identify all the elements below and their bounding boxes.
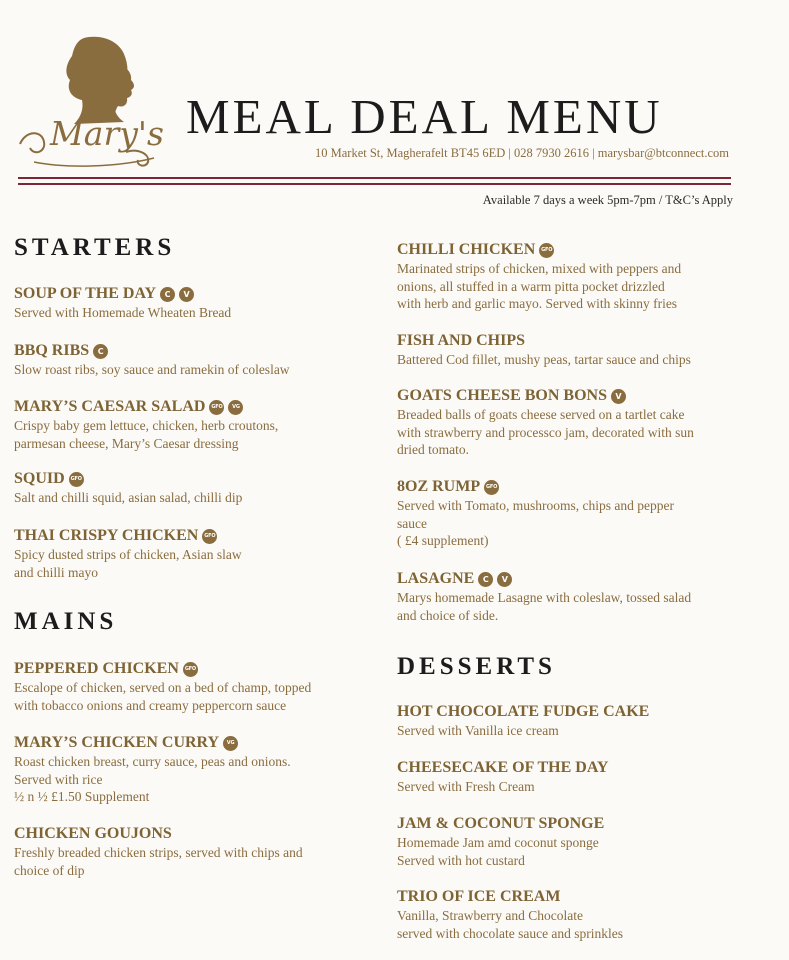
item-name — [14, 825, 303, 843]
description-line: with tobacco onions and creamy peppercorn sauce — [14, 697, 287, 713]
dietary-badge-v: V — [611, 389, 626, 404]
description-line: Served with Fresh Cream — [397, 779, 535, 794]
description-line: ½ n ½ £1.50 Supplement — [14, 789, 150, 804]
description-line: Served with hot custard — [397, 852, 525, 868]
desserts-heading: DESSERTS — [397, 653, 556, 680]
marys-logo — [14, 34, 164, 169]
item-description — [397, 834, 604, 869]
item-name — [397, 478, 674, 496]
item-title: CHICKEN GOUJONS — [14, 825, 172, 842]
menu-item — [14, 342, 290, 379]
menu-item — [14, 660, 311, 714]
item-title: GOATS CHEESE BON BONS — [397, 387, 607, 404]
description-line: Crispy baby gem lettuce, chicken, herb croutons, — [14, 418, 279, 433]
contact-line: 10 Market St, Magherafelt BT45 6ED | 028 7930 2616 | marysbar@btconnect.com — [315, 146, 729, 160]
description-line: Vanilla, Strawberry and Chocolate — [397, 908, 583, 923]
dietary-badge-gfo: GFO — [202, 529, 217, 544]
item-title: 8OZ RUMP — [397, 478, 481, 495]
description-line: parmesan cheese, Mary’s Caesar dressing — [14, 435, 239, 451]
description-line: Served with Tomato, mushrooms, chips and pepper — [397, 498, 675, 513]
menu-item — [397, 478, 674, 550]
item-name — [14, 398, 278, 416]
item-description — [397, 351, 691, 369]
menu-item — [397, 332, 691, 369]
item-name — [397, 703, 649, 721]
item-title: THAI CRISPY CHICKEN — [14, 527, 199, 544]
logo-wordmark: Mary's — [50, 114, 164, 153]
description-line: served with chocolate sauce and sprinkles — [397, 925, 624, 941]
description-line: with strawberry and processco jam, decorated with sun — [397, 424, 694, 440]
item-name — [14, 342, 290, 360]
availability-note: Available 7 days a week 5pm-7pm / T&C’s Apply — [482, 193, 733, 207]
item-name — [397, 241, 681, 259]
description-line: Spicy dusted strips of chicken, Asian slaw — [14, 547, 242, 562]
item-description — [14, 304, 231, 322]
item-title: SOUP OF THE DAY — [14, 285, 157, 302]
description-line: Served with rice — [14, 771, 103, 787]
item-name — [14, 734, 291, 752]
menu-item — [14, 398, 278, 452]
item-title: JAM & COCONUT SPONGE — [397, 815, 605, 832]
dietary-badge-gfo: GFO — [209, 400, 224, 415]
description-line: Marys homemade Lasagne with coleslaw, tossed salad — [397, 590, 692, 605]
description-line: ( £4 supplement) — [397, 533, 489, 548]
item-description — [14, 489, 242, 507]
item-description — [397, 722, 649, 740]
dietary-badge-gfo: GFO — [183, 662, 198, 677]
item-description — [14, 546, 242, 581]
menu-item — [14, 527, 242, 581]
dietary-badge-c: C — [478, 572, 493, 587]
description-line: Marinated strips of chicken, mixed with peppers and — [397, 261, 682, 276]
menu-item — [397, 387, 694, 459]
item-description — [397, 907, 623, 942]
dietary-badge-c: C — [93, 344, 108, 359]
item-name — [397, 332, 691, 350]
item-description — [14, 361, 290, 379]
menu-item — [14, 285, 231, 322]
item-title: SQUID — [14, 470, 65, 487]
menu-item — [397, 888, 623, 942]
description-line: choice of dip — [14, 862, 85, 878]
description-line: Freshly breaded chicken strips, served with chips and — [14, 845, 303, 860]
description-line: Breaded balls of goats cheese served on a tartlet cake — [397, 407, 685, 422]
description-line: Slow roast ribs, soy sauce and ramekin of coleslaw — [14, 362, 290, 377]
description-line: Homemade Jam amd coconut sponge — [397, 835, 599, 850]
item-description — [397, 406, 694, 459]
menu-item — [397, 759, 608, 796]
menu-item — [14, 470, 242, 507]
description-line: with herb and garlic mayo. Served with skinny fries — [397, 296, 678, 311]
item-name — [397, 815, 604, 833]
description-line: Salt and chilli squid, asian salad, chilli dip — [14, 490, 243, 505]
item-title: HOT CHOCOLATE FUDGE CAKE — [397, 703, 650, 720]
menu-item — [397, 815, 604, 869]
description-line: Escalope of chicken, served on a bed of champ, topped — [14, 680, 312, 695]
description-line: and chilli mayo — [14, 564, 98, 580]
item-description — [14, 417, 278, 452]
item-title: CHILLI CHICKEN — [397, 241, 536, 258]
item-description — [14, 753, 291, 806]
item-title: MARY’S CAESAR SALAD — [14, 398, 206, 415]
description-line: and choice of side. — [397, 607, 499, 623]
dietary-badge-vg: VG — [228, 400, 243, 415]
item-name — [14, 285, 231, 303]
dietary-badge-gfo: GFO — [484, 480, 499, 495]
description-line: onions, all stuffed in a warm pitta pocket drizzled — [397, 278, 665, 294]
item-description — [14, 844, 303, 879]
menu-item — [14, 825, 303, 879]
item-title: BBQ RIBS — [14, 342, 90, 359]
description-line: dried tomato. — [397, 442, 469, 457]
dietary-badge-vg: VG — [223, 736, 238, 751]
header-divider — [18, 183, 731, 185]
dietary-badge-v: V — [179, 287, 194, 302]
item-name — [14, 660, 311, 678]
menu-item — [397, 703, 649, 740]
menu-item — [397, 241, 681, 313]
menu-item — [14, 734, 291, 806]
description-line: Served with Homemade Wheaten Bread — [14, 305, 232, 320]
item-title: MARY’S CHICKEN CURRY — [14, 734, 220, 751]
item-description — [397, 260, 681, 313]
item-name — [397, 759, 608, 777]
description-line: Roast chicken breast, curry sauce, peas and onions. — [14, 754, 291, 769]
item-title: TRIO OF ICE CREAM — [397, 888, 561, 905]
menu-item — [397, 570, 691, 624]
item-name — [14, 470, 242, 488]
item-name — [397, 570, 691, 588]
dietary-badge-gfo: GFO — [69, 472, 84, 487]
description-line: Battered Cod fillet, mushy peas, tartar sauce and chips — [397, 352, 691, 367]
item-title: PEPPERED CHICKEN — [14, 660, 179, 677]
item-description — [397, 778, 608, 796]
item-title: CHEESECAKE OF THE DAY — [397, 759, 609, 776]
item-name — [397, 387, 694, 405]
dietary-badge-gfo: GFO — [539, 243, 554, 258]
header-divider — [18, 177, 731, 179]
mains-heading: MAINS — [14, 608, 118, 635]
description-line: sauce — [397, 515, 427, 531]
item-name — [397, 888, 623, 906]
menu-title: MEAL DEAL MENU — [186, 89, 663, 144]
item-title: LASAGNE — [397, 570, 475, 587]
item-description — [397, 497, 674, 550]
item-name — [14, 527, 242, 545]
starters-heading: STARTERS — [14, 234, 176, 261]
dietary-badge-v: V — [497, 572, 512, 587]
item-title: FISH AND CHIPS — [397, 332, 526, 349]
description-line: Served with Vanilla ice cream — [397, 723, 559, 738]
dietary-badge-c: C — [160, 287, 175, 302]
item-description — [397, 589, 691, 624]
item-description — [14, 679, 311, 714]
